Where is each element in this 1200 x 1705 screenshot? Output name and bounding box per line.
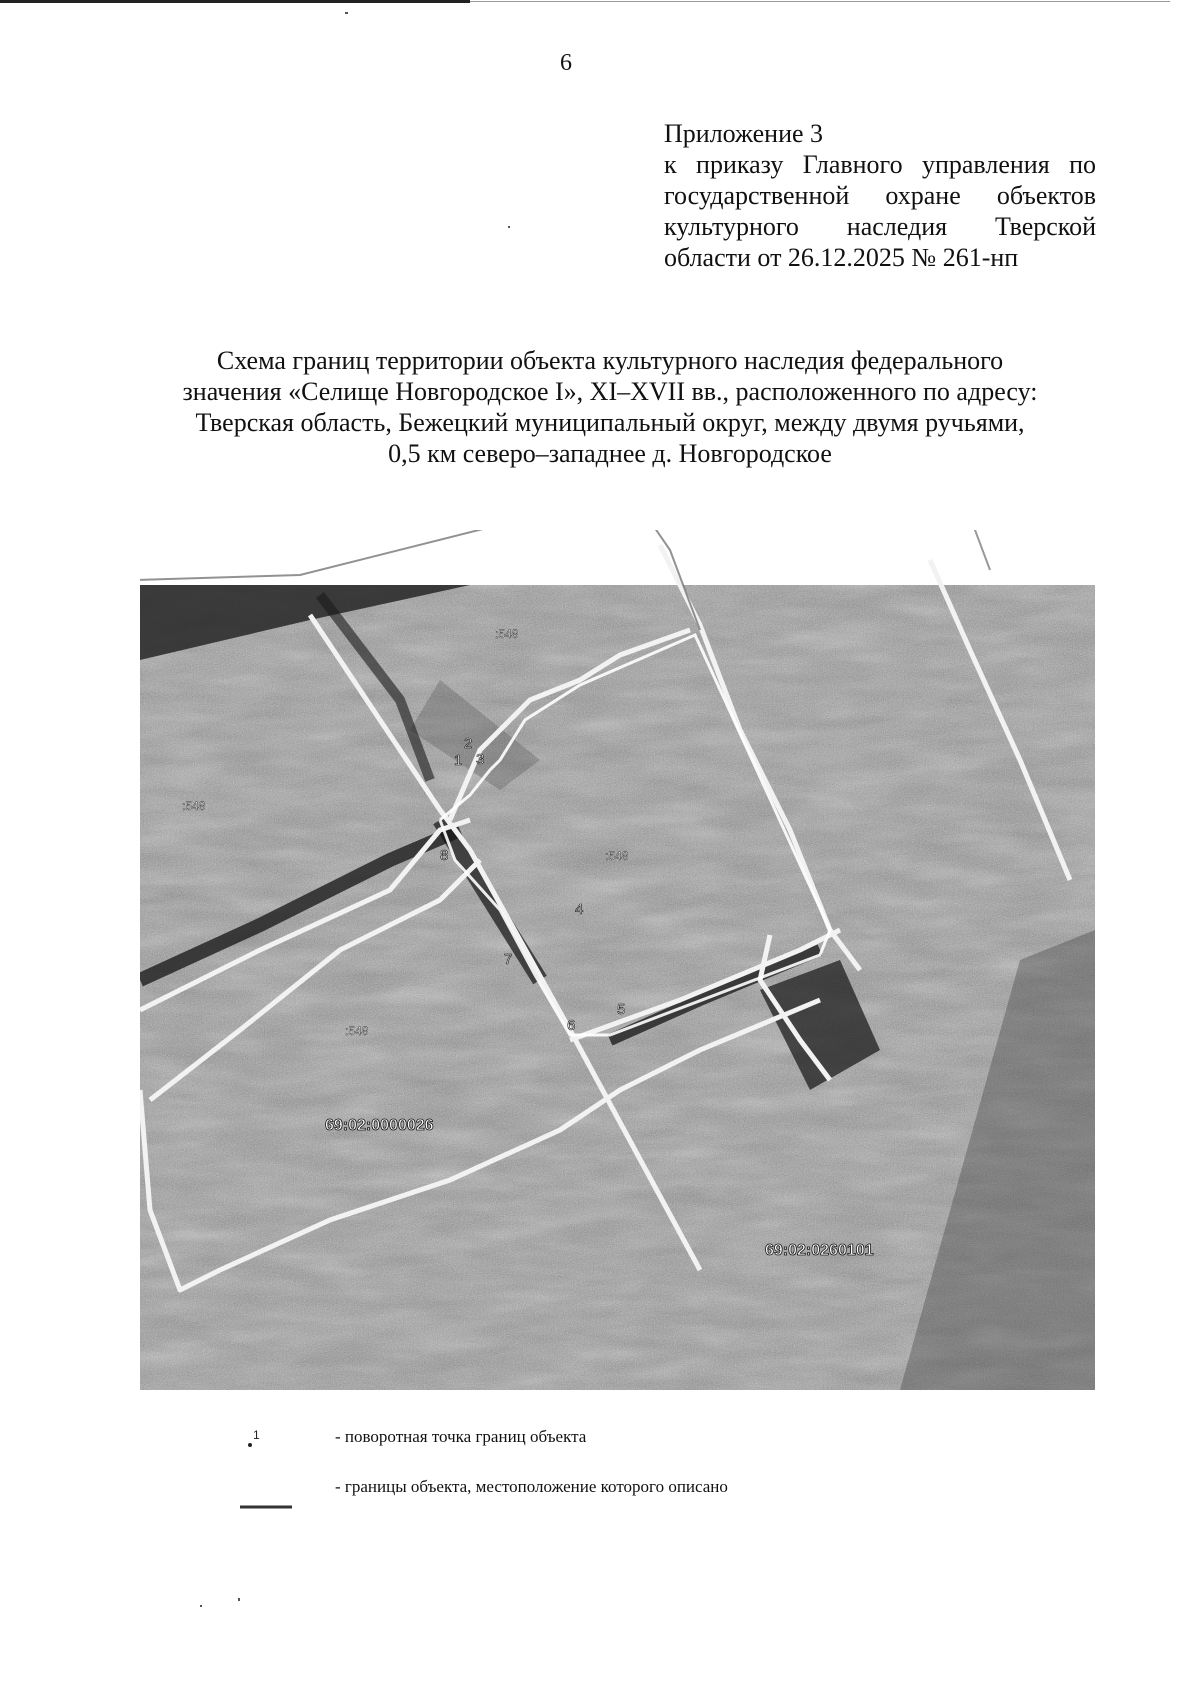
turn-point-label-5: 5 xyxy=(617,1001,626,1018)
cadastral-quarter-label: 69:02:0260101 xyxy=(765,1242,874,1259)
map-legend xyxy=(240,1425,940,1525)
document-title xyxy=(120,345,1100,469)
title-line: значения «Селище Новгородское I», XI–XVII вв., расположенного по адресу: xyxy=(182,377,1038,406)
appendix-line: к приказу Главного управления по xyxy=(664,150,1096,179)
page-number: 6 xyxy=(560,50,572,76)
appendix-line: государственной охране объектов xyxy=(664,181,1096,210)
turn-point-label-2: 2 xyxy=(464,735,473,752)
legend-item-turn-point xyxy=(240,1425,940,1475)
legend-text: - поворотная точка границ объекта xyxy=(335,1427,587,1446)
parcel-label: :548 xyxy=(182,799,206,813)
scan-speck xyxy=(345,12,348,14)
turn-point-label-6: 6 xyxy=(567,1017,576,1034)
boundary-line-symbol-icon xyxy=(240,1483,300,1513)
scan-speck xyxy=(508,226,510,228)
appendix-line: области от 26.12.2025 № 261-нп xyxy=(664,243,1019,272)
cadastral-boundary-line xyxy=(965,530,990,570)
boundary-map xyxy=(140,530,1100,1390)
turn-point-label-8: 8 xyxy=(440,847,449,864)
turn-point-label-1: 1 xyxy=(454,752,463,769)
appendix-line: культурного наследия Тверской xyxy=(664,212,1096,241)
parcel-label: :548 xyxy=(495,627,519,641)
parcel-label: :548 xyxy=(605,849,629,863)
title-line: Схема границ территории объекта культурного наследия федерального xyxy=(216,346,1004,375)
scan-edge xyxy=(0,0,470,3)
appendix-title: Приложение 3 xyxy=(664,119,824,148)
appendix-block xyxy=(664,118,1096,273)
cadastral-quarter-label: 69:02:0000026 xyxy=(325,1117,434,1134)
turn-point-label-4: 4 xyxy=(575,901,584,918)
legend-item-boundary xyxy=(240,1475,940,1525)
scan-edge xyxy=(470,1,1170,2)
scan-speck xyxy=(238,1598,240,1601)
title-line: 0,5 км северо–западнее д. Новгородское xyxy=(388,439,832,468)
parcel-label: :548 xyxy=(345,1024,369,1038)
legend-text: - границы объекта, местоположение которого описано xyxy=(335,1477,728,1496)
scan-speck xyxy=(200,1605,202,1607)
turn-point-label-3: 3 xyxy=(476,751,485,768)
satellite-map xyxy=(140,530,1100,1390)
legend-symbol-label: 1 xyxy=(253,1428,260,1442)
turn-point-label-7: 7 xyxy=(504,951,513,968)
title-line: Тверская область, Бежецкий муниципальный округ, между двумя ручьями, xyxy=(195,408,1025,437)
turn-point-symbol-icon xyxy=(240,1425,300,1455)
